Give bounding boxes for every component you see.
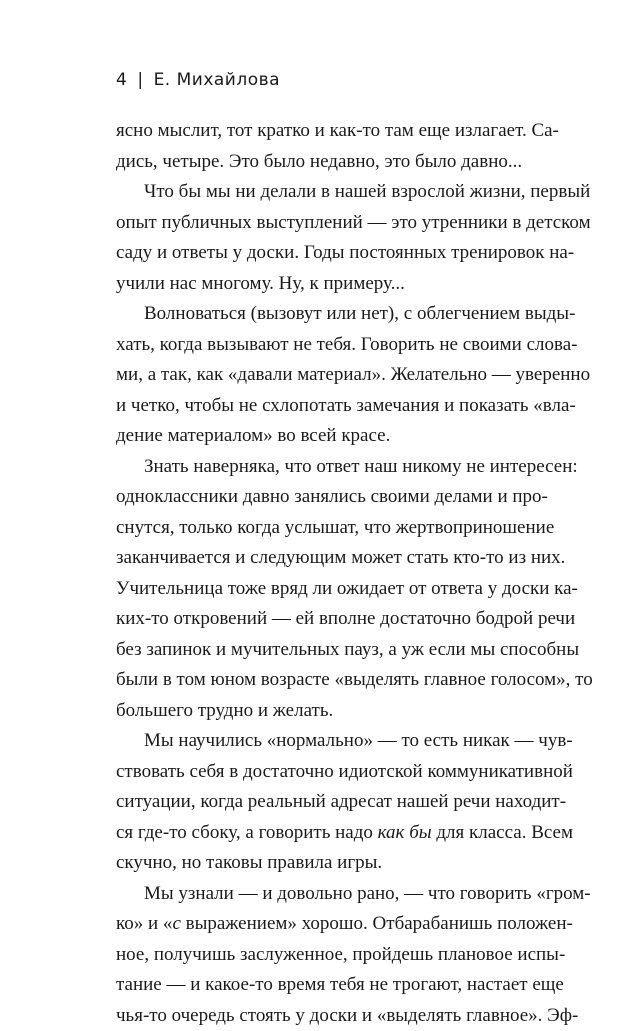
- page-number: 4: [116, 70, 127, 90]
- text-line: хать, когда вызывают не тебя. Говорить не своими слова-: [116, 330, 528, 361]
- text-line: ясно мыслит, тот кратко и как-то там еще излагает. Са-: [116, 116, 528, 147]
- text-line: опыт публичных выступлений — это утренники в детском: [116, 208, 528, 239]
- header-separator: |: [137, 70, 143, 90]
- text-line: дись, четыре. Это было недавно, это было давно...: [116, 147, 528, 178]
- text-line: были в том юном возрасте «выделять главное голосом», то: [116, 665, 528, 696]
- text-line: саду и ответы у доски. Годы постоянных тренировок на-: [116, 238, 528, 269]
- text-line: ко» и «с выражением» хорошо. Отбарабанишь положен-: [116, 909, 528, 940]
- text-line: и четко, чтобы не схлопотать замечания и показать «вла-: [116, 391, 528, 422]
- text-line: Мы узнали — и довольно рано, — что говорить «гром-: [116, 879, 528, 910]
- text-line: Что бы мы ни делали в нашей взрослой жизни, первый: [116, 177, 528, 208]
- body-text: [116, 116, 528, 1031]
- text-line: большего трудно и желать.: [116, 696, 528, 727]
- text-line: заканчивается и следующим может стать кто-то из них.: [116, 543, 528, 574]
- text-line: дение материалом» во всей красе.: [116, 421, 528, 452]
- text-line: без запинок и мучительных пауз, а уж если мы способны: [116, 635, 528, 666]
- text-line: ся где-то сбоку, а говорить надо как бы для класса. Всем: [116, 818, 528, 849]
- text-line: ких-то откровений — ей вполне достаточно бодрой речи: [116, 604, 528, 635]
- text-line: Мы научились «нормально» — то есть никак — чув-: [116, 726, 528, 757]
- text-line: учили нас многому. Ну, к примеру...: [116, 269, 528, 300]
- text-line: тание — и какое-то время тебя не трогают, настает еще: [116, 970, 528, 1001]
- running-head: [116, 70, 280, 90]
- text-line: снутся, только когда услышат, что жертвоприношение: [116, 513, 528, 544]
- text-line: Учительница тоже вряд ли ожидает от ответа у доски ка-: [116, 574, 528, 605]
- text-line: Волноваться (вызовут или нет), с облегчением выды-: [116, 299, 528, 330]
- text-line: скучно, но таковы правила игры.: [116, 848, 528, 879]
- text-line: Знать наверняка, что ответ наш никому не интересен:: [116, 452, 528, 483]
- text-line: ное, получишь заслуженное, пройдешь плановое испы-: [116, 940, 528, 971]
- text-line: одноклассники давно занялись своими делами и про-: [116, 482, 528, 513]
- author-name: Е. Михайлова: [154, 70, 281, 90]
- text-line: чья-то очередь стоять у доски и «выделять главное». Эф-: [116, 1001, 528, 1031]
- text-line: ситуации, когда реальный адресат нашей речи находит-: [116, 787, 528, 818]
- text-line: ствовать себя в достаточно идиотской коммуникативной: [116, 757, 528, 788]
- text-line: ми, а так, как «давали материал». Желательно — уверенно: [116, 360, 528, 391]
